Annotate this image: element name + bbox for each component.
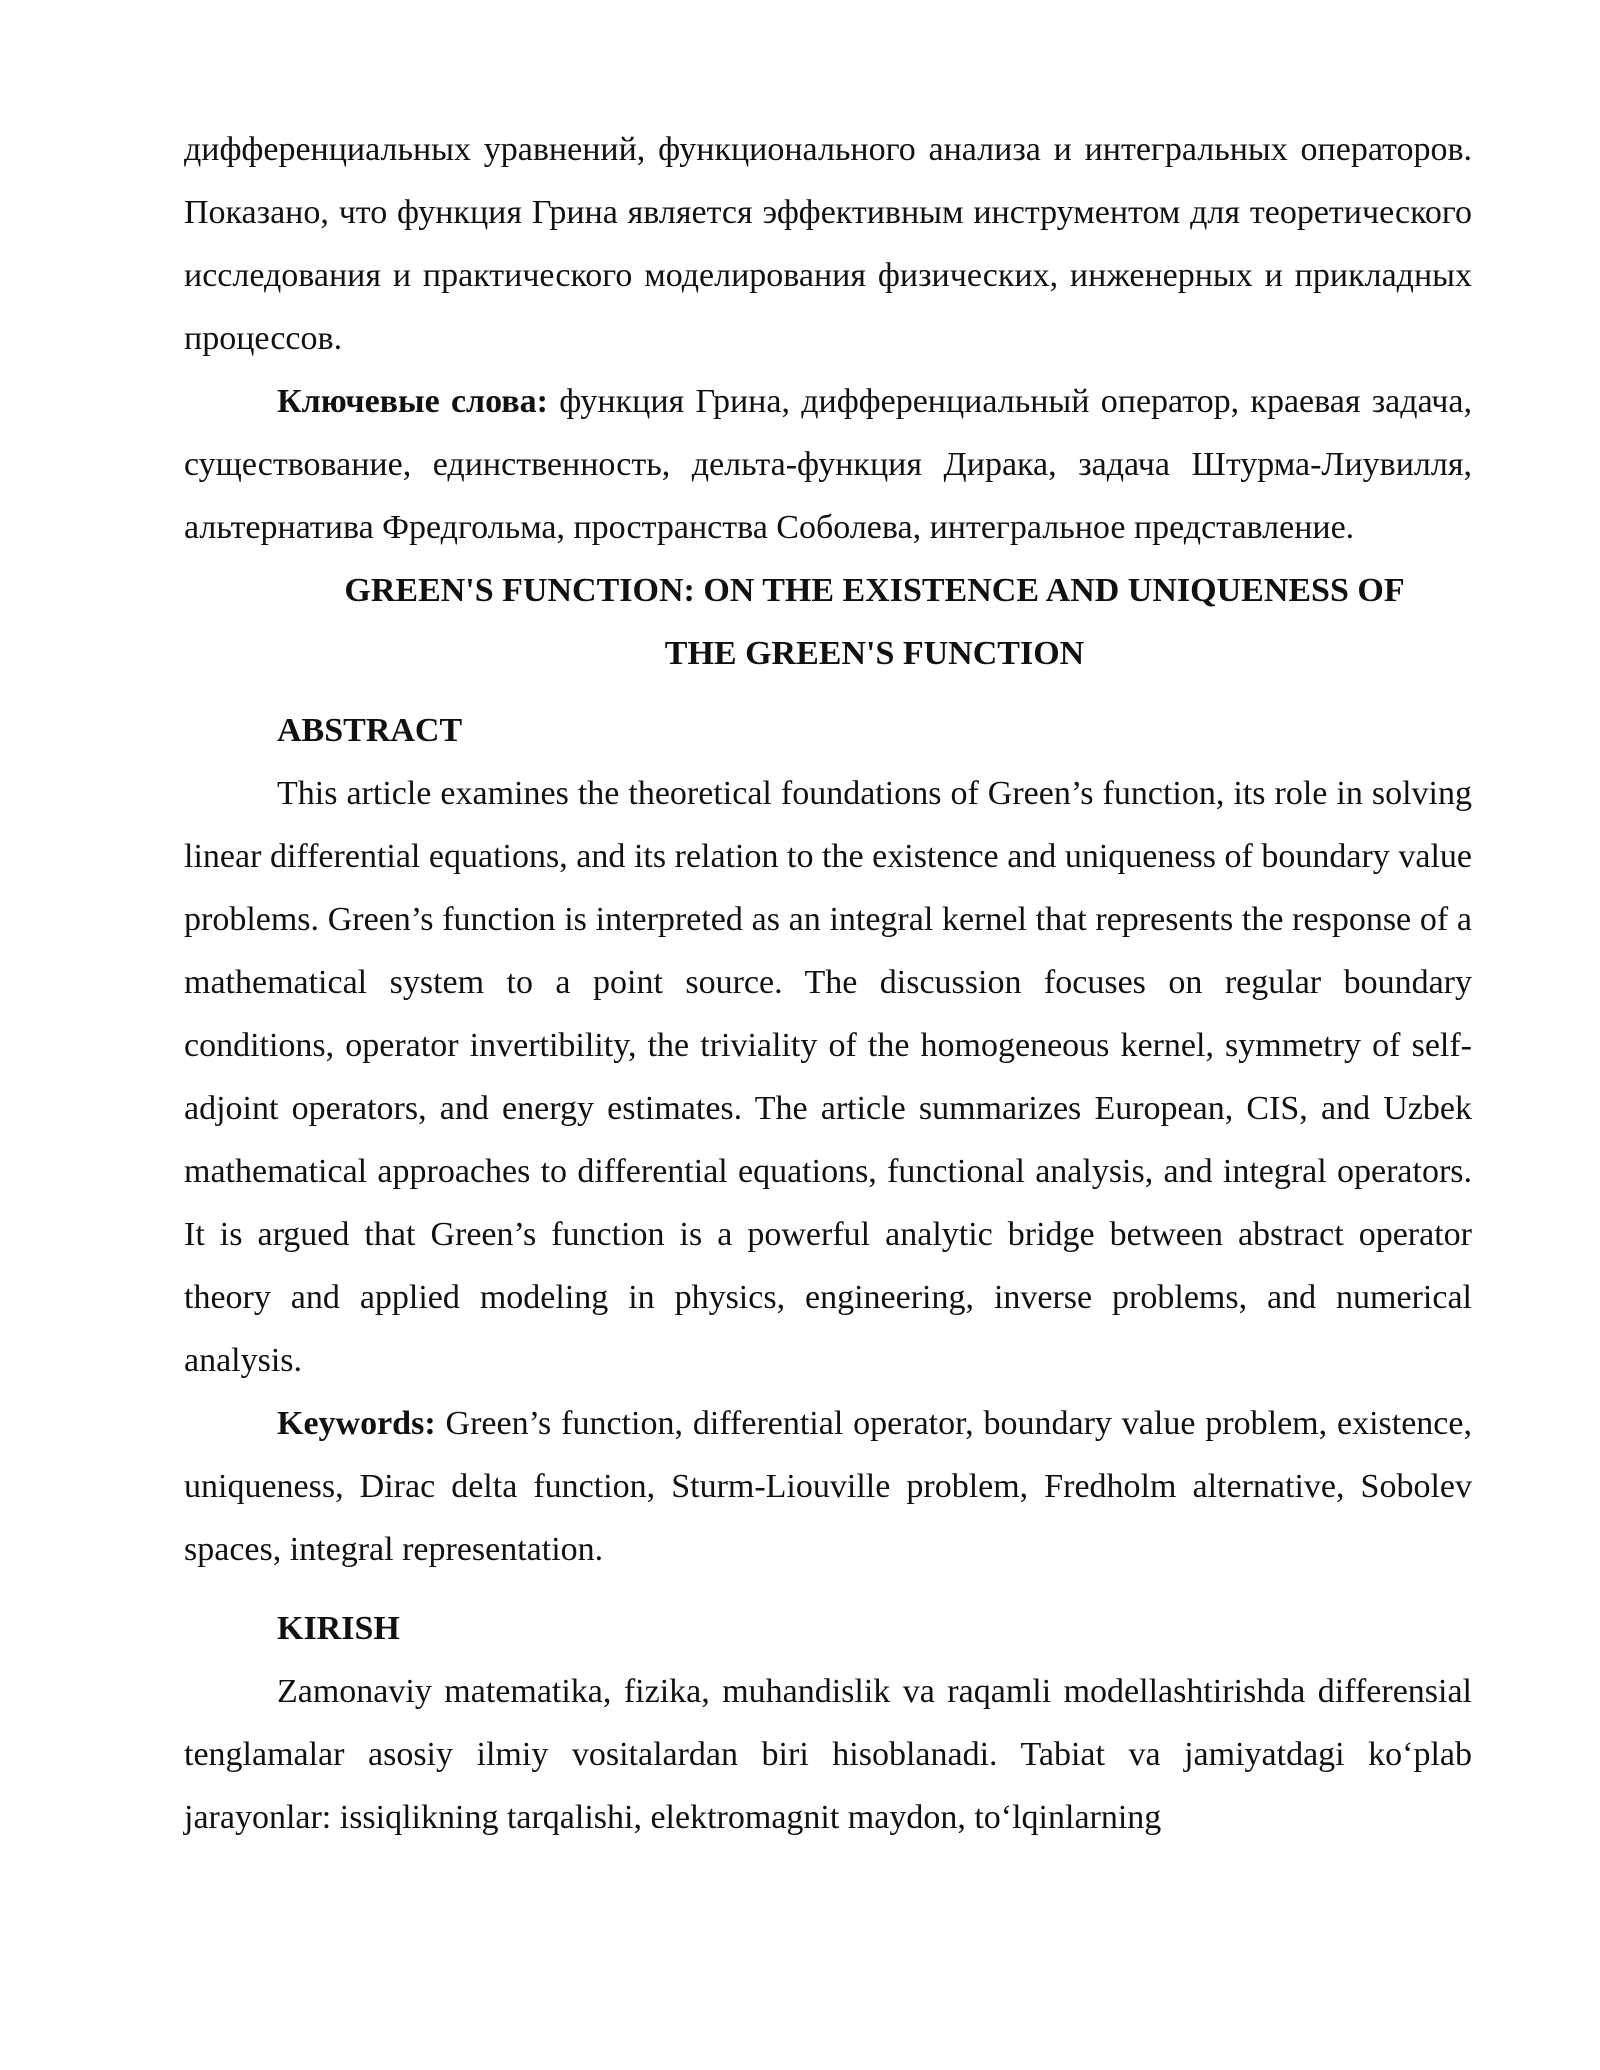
en-keywords-label: Keywords:	[277, 1405, 436, 1442]
abstract-heading: ABSTRACT	[277, 712, 463, 749]
en-keywords-text: Green’s function, differential operator, boundary value problem, existence, uniqueness, Dirac delta function, Sturm-Liouville problem, Fredholm alternative, Sobolev spaces, integral representation.	[184, 1405, 1472, 1568]
abstract-body: This article examines the theoretical foundations of Green’s function, its role in solving linear differential equations, and its relation to the existence and uniqueness of boundary value problems. Green’s function is interpreted as an integral kernel that represents the response of a mathematical system to a point source. The discussion focuses on regular boundary conditions, operator invertibility, the triviality of the homogeneous kernel, symmetry of self-adjoint operators, and energy estimates. The article summarizes European, CIS, and Uzbek mathematical approaches to differential equations, functional analysis, and integral operators. It is argued that Green’s function is a powerful analytic bridge between abstract operator theory and applied modeling in physics, engineering, inverse problems, and numerical analysis.	[184, 775, 1472, 1379]
ru-keywords-text: функция Грина, дифференциальный оператор, краевая задача, существование, единственность, дельта-функция Дирака, задача Штурма-Лиувилля, альтернатива Фредгольма, пространства Соболева, интегральное представление.	[184, 383, 1472, 546]
english-title	[184, 559, 1472, 685]
english-title-line-1: GREEN'S FUNCTION: ON THE EXISTENCE AND UNIQUENESS OF	[344, 572, 1405, 609]
page-content	[184, 118, 1472, 1849]
english-title-line-2: THE GREEN'S FUNCTION	[664, 635, 1085, 672]
en-keywords-paragraph	[184, 1392, 1472, 1581]
ru-abstract-tail: дифференциальных уравнений, функционального анализа и интегральных операторов. Показано, что функция Грина является эффективным инструментом для теоретического исследования и практического моделирования физических, инженерных и прикладных процессов.	[184, 131, 1472, 357]
kirish-body: Zamonaviy matematika, fizika, muhandislik va raqamli modellashtirishda differensial tenglamalar asosiy ilmiy vositalardan biri hisoblanadi. Tabiat va jamiyatdagi ko‘plab jarayonlar: issiqlikning tarqalishi, elektromagnit maydon, to‘lqinlarning	[184, 1673, 1472, 1836]
ru-keywords-paragraph	[184, 370, 1472, 559]
ru-keywords-label: Ключевые слова:	[277, 383, 548, 420]
kirish-heading: KIRISH	[277, 1610, 400, 1647]
